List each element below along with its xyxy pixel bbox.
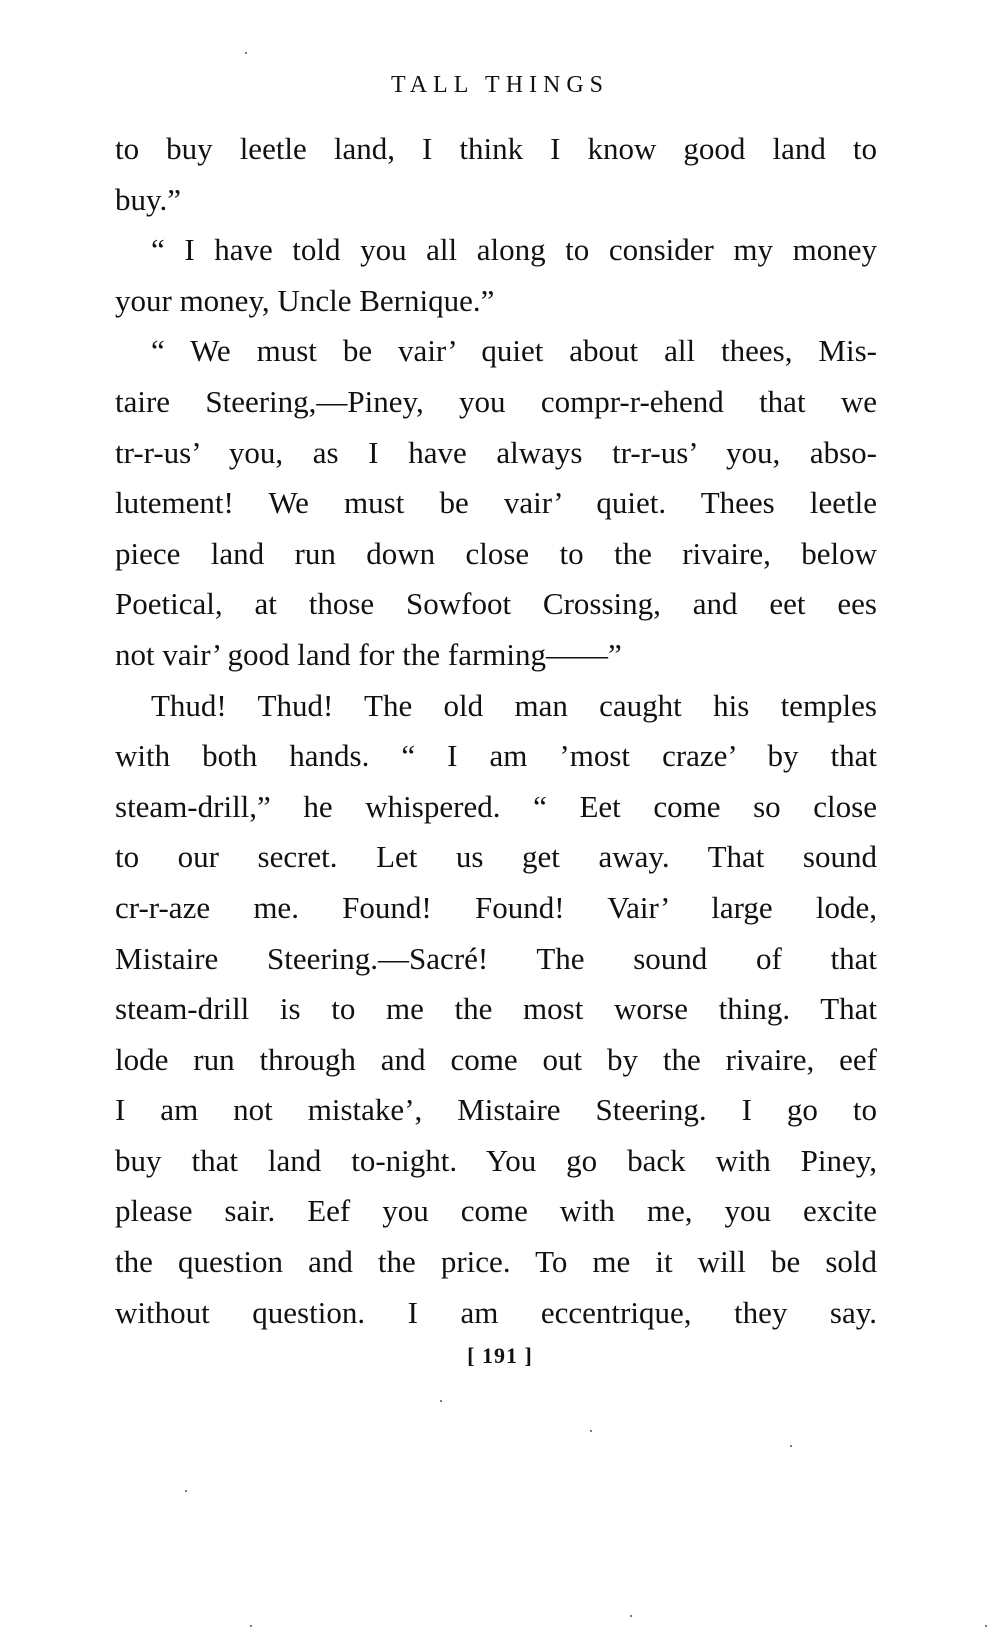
scan-speck [245, 52, 247, 54]
scan-speck [185, 1490, 187, 1492]
running-head: TALL THINGS [390, 72, 610, 98]
text-line: lutement! We must be vair’ quiet. Thees leetle [115, 485, 877, 521]
text-line: piece land run down close to the rivaire, below [115, 535, 877, 571]
text-line: “ We must be vair’ quiet about all thees, Mis- [151, 333, 877, 369]
text-line: I am not mistake’, Mistaire Steering. I go to [115, 1092, 877, 1128]
text-line: your money, Uncle Bernique.” [115, 282, 495, 318]
scan-speck [590, 1430, 592, 1432]
text-line: the question and the price. To me it will be sold [115, 1244, 877, 1280]
scan-speck [790, 1445, 792, 1447]
scan-speck [630, 1615, 632, 1617]
text-line: without question. I am eccentrique, they say. [115, 1294, 877, 1330]
text-line: steam-drill,” he whispered. “ Eet come so close [115, 788, 877, 824]
text-line: Mistaire Steering.—Sacré! The sound of that [115, 940, 877, 976]
text-line: “ I have told you all along to consider my money [151, 232, 877, 268]
text-line: to buy leetle land, I think I know good land to [115, 131, 877, 166]
text-line: please sair. Eef you come with me, you excite [115, 1193, 877, 1229]
text-line: cr-r-aze me. Found! Found! Vair’ large lode, [115, 889, 877, 925]
scan-speck [985, 1625, 987, 1627]
scan-speck [440, 1400, 442, 1402]
page-number: [ 191 ] [467, 1343, 533, 1368]
text-line: Poetical, at those Sowfoot Crossing, and eet ees [115, 586, 877, 622]
body-text [115, 124, 877, 1338]
text-line: Thud! Thud! The old man caught his temples [151, 687, 877, 723]
text-line: with both hands. “ I am ’most craze’ by that [115, 738, 877, 774]
text-line: not vair’ good land for the farming——” [115, 636, 622, 672]
text-line: taire Steering,—Piney, you compr-r-ehend that we [115, 383, 877, 419]
text-line: buy that land to-night. You go back with Piney, [115, 1142, 877, 1178]
text-line: buy.” [115, 181, 181, 217]
text-line: lode run through and come out by the rivaire, eef [115, 1041, 877, 1077]
text-line: tr-r-us’ you, as I have always tr-r-us’ you, abso- [115, 434, 877, 470]
scan-speck [250, 1625, 252, 1627]
text-line: to our secret. Let us get away. That sound [115, 839, 877, 875]
text-line: steam-drill is to me the most worse thing. That [115, 991, 877, 1027]
